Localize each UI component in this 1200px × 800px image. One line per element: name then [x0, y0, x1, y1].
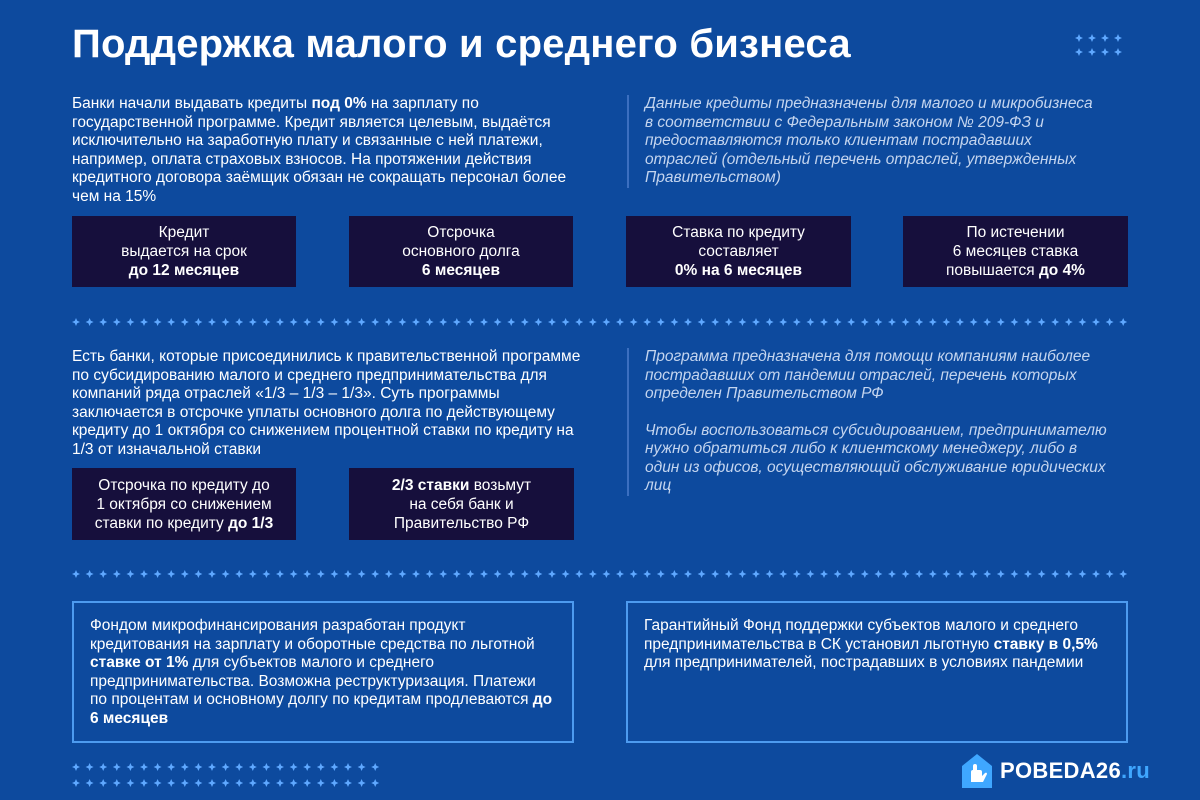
box-bold: до 4%	[1038, 262, 1085, 279]
box-text-part: для субъектов малого и среднего предпринимательства. Возможна реструктуризация. Платежи по процентам и основному долгу по кредитам продлеваются	[90, 654, 536, 708]
box-line: Ставка по кредиту	[672, 224, 805, 241]
box-line: Правительство РФ	[393, 514, 530, 532]
box-line: 1 октября со снижением	[96, 495, 272, 513]
box-line: повышается	[946, 262, 1039, 279]
page-title: Поддержка малого и среднего бизнеса	[72, 22, 851, 66]
microfinance-fund-box	[72, 601, 574, 743]
section1-text-part: на зарплату по государственной программе. Кредит является целевым, выдаётся исключительно на заработную плату и связанные с ней платежи, например, оплата страховых взносов. На протяжении действия кредитного договора заёмщик обязан не сокращать персонал более чем на 15%	[72, 95, 567, 205]
info-box-credit-term	[72, 216, 296, 287]
info-box-deferral	[349, 216, 573, 287]
box-bold: до 1/3	[228, 514, 274, 532]
box-bold: 6 месяцев	[421, 262, 501, 279]
box-text-bold: ставку в 0,5%	[993, 635, 1098, 653]
footer-dots	[72, 759, 382, 771]
section1-text-part: Банки начали выдавать кредиты	[72, 95, 312, 112]
divider-dots	[72, 566, 1128, 578]
box-line: Отсрочка	[427, 224, 495, 241]
star-dots-icon	[72, 778, 382, 787]
box-line: ставки по кредиту	[94, 514, 229, 532]
section2-note1: Программа предназначена для помощи компаниям наиболее пострадавших от пандемии отраслей, перечень которых определен Правительством РФ	[645, 348, 1091, 402]
box-line: Отсрочка по кредиту до	[98, 476, 270, 494]
section1-text-bold: под 0%	[311, 95, 367, 112]
info-box-two-thirds	[349, 468, 574, 540]
decorative-dots-icon	[1075, 34, 1135, 58]
box-line: возьмут	[469, 476, 532, 494]
box-text-part: Фондом микрофинансирования разработан продукт кредитования на зарплату и оборотные средства по льготной	[90, 617, 535, 653]
info-box-rate	[626, 216, 851, 287]
box-bold: до 12 месяцев	[128, 262, 240, 279]
box-line: выдается на срок	[121, 243, 247, 260]
box-line: на себя банк и	[409, 495, 514, 513]
info-box-deferral-october	[72, 468, 296, 540]
star-dots-icon	[72, 569, 1128, 578]
box-text-bold: до 6 месяцев	[90, 691, 553, 727]
box-line: Кредит	[158, 224, 210, 241]
box-line: составляет	[698, 243, 779, 260]
section2-note2: Чтобы воспользоваться субсидированием, предпринимателю нужно обратиться либо к клиентскому менеджеру, либо в один из офисов, осуществляющий обслуживание юридических лиц	[645, 421, 1107, 494]
section2-text: Есть банки, которые присоединились к правительственной программе по субсидированию малого и среднего предпринимательства для компаний ряда отраслей «1/3 – 1/3 – 1/3». Суть программы заключается в отсрочке уплаты основного долга по действующему кредиту до 1 октября со снижением процентной ставки по кредиту на 1/3 от изначальной ставки	[72, 348, 581, 458]
box-line: По истечении	[966, 224, 1065, 241]
star-dots-icon	[72, 317, 1128, 326]
section1-note: Данные кредиты предназначены для малого и микробизнеса в соответствии с Федеральным законом № 209-ФЗ и предоставляются только клиентам пострадавших отраслей (отдельный перечень отраслей, утвержденных Правительством)	[627, 95, 1105, 188]
section1-text	[72, 95, 592, 206]
footer-dots	[72, 775, 382, 787]
guarantee-fund-box	[626, 601, 1128, 743]
box-bold: 0% на 6 месяцев	[674, 262, 803, 279]
box-text-bold: ставке от 1%	[90, 654, 189, 671]
box-bold: 2/3 ставки	[391, 476, 470, 494]
box-text-part: для предпринимателей, пострадавших в условиях пандемии	[644, 654, 1084, 671]
divider-dots	[72, 314, 1128, 326]
star-dots-icon	[72, 762, 382, 771]
house-hand-icon	[960, 752, 994, 790]
logo-tld: .ru	[1121, 758, 1151, 783]
box-line: 6 месяцев ставка	[952, 243, 1079, 260]
pobeda26-logo[interactable]	[960, 748, 1150, 794]
info-box-rate-increase	[903, 216, 1128, 287]
section2-notes	[627, 348, 1107, 496]
logo-name: POBEDA26	[1000, 758, 1121, 783]
box-line: основного долга	[402, 243, 520, 260]
box-text-part: Гарантийный Фонд поддержки субъектов малого и среднего предпринимательства в СК установил льготную	[644, 617, 1078, 653]
